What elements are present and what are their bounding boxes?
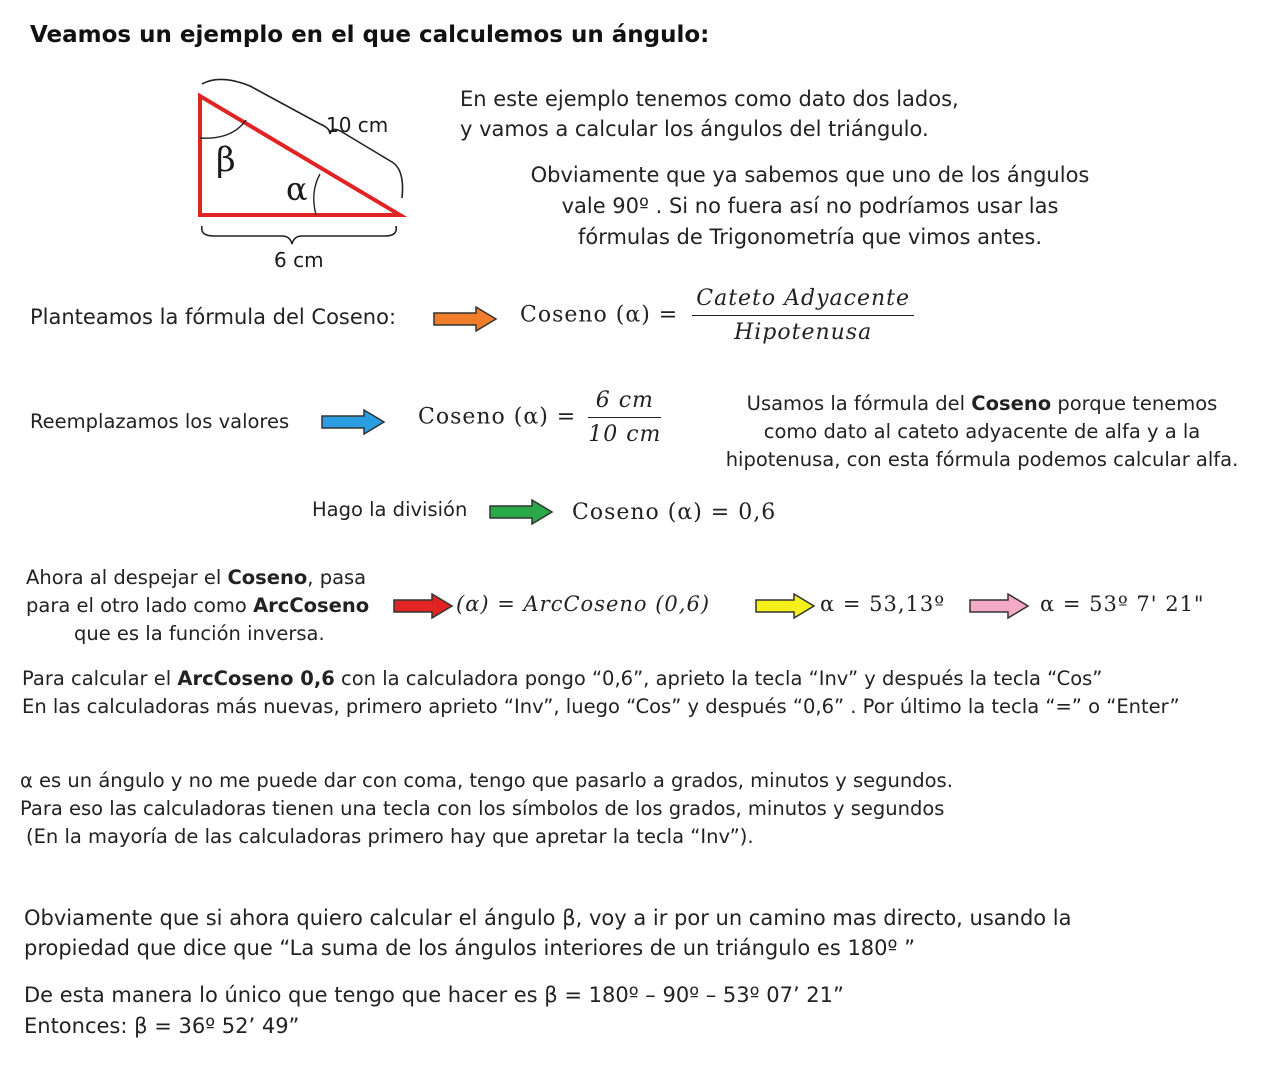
step1-numerator: Cateto Adyacente bbox=[692, 286, 914, 316]
step2-label: Reemplazamos los valores bbox=[30, 410, 290, 433]
observation-line-1: Obviamente que ya sabemos que uno de los ángulos bbox=[530, 163, 1090, 187]
step4-text: , pasa bbox=[307, 566, 367, 589]
step2-lhs: Coseno (α) = bbox=[418, 404, 577, 430]
calc-text: Para calcular el bbox=[22, 667, 178, 690]
note-text: Usamos la fórmula del bbox=[746, 392, 972, 415]
step4-line-2 bbox=[26, 592, 369, 620]
calc-line-2: En las calculadoras más nuevas, primero aprieto “Inv”, luego “Cos” y después “0,6” . Por último la tecla “=” o “Enter” bbox=[22, 695, 1180, 718]
calc-line-1 bbox=[22, 665, 1102, 693]
intro-line-2: y vamos a calcular los ángulos del triángulo. bbox=[460, 117, 929, 141]
observation-line-2: vale 90º . Si no fuera así no podríamos usar las bbox=[561, 194, 1059, 218]
grados-line-2: Para eso las calculadoras tienen una tecla con los símbolos de los grados, minutos y segundos bbox=[20, 797, 945, 820]
step4-bold-arccoseno: ArcCoseno bbox=[253, 594, 370, 617]
step2-note-3: hipotenusa, con esta fórmula podemos calcular alfa. bbox=[725, 448, 1239, 471]
step2-note-1 bbox=[712, 390, 1252, 418]
step4-line-1 bbox=[26, 564, 366, 592]
blue-arrow-icon bbox=[320, 409, 386, 435]
page-title: Veamos un ejemplo en el que calculemos un ángulo: bbox=[30, 22, 710, 48]
step4-text: Ahora al despejar el bbox=[26, 566, 228, 589]
alpha-symbol: α bbox=[286, 170, 308, 208]
step2-denominator: 10 cm bbox=[588, 422, 662, 447]
step1-lhs: Coseno (α) = bbox=[520, 302, 679, 328]
orange-arrow-icon bbox=[432, 306, 498, 332]
calc-text: con la calculadora pongo “0,6”, aprieto la tecla “Inv” y después la tecla “Cos” bbox=[334, 667, 1103, 690]
beta-line-1: Obviamente que si ahora quiero calcular el ángulo β, voy a ir por un camino mas directo, usando la bbox=[24, 906, 1072, 930]
calc-bold-arccoseno: ArcCoseno 0,6 bbox=[177, 667, 335, 690]
step1-formula bbox=[520, 286, 914, 345]
step1-fraction bbox=[692, 286, 914, 345]
step2-numerator: 6 cm bbox=[588, 388, 661, 418]
note-text: porque tenemos bbox=[1051, 392, 1218, 415]
step4-line-3: que es la función inversa. bbox=[74, 622, 325, 645]
observation-line-3: fórmulas de Trigonometría que vimos antes. bbox=[577, 225, 1043, 249]
step2-note-2: como dato al cateto adyacente de alfa y a la bbox=[763, 420, 1201, 443]
note-bold-coseno: Coseno bbox=[971, 392, 1052, 415]
grados-line-1: α es un ángulo y no me puede dar con coma, tengo que pasarlo a grados, minutos y segundos. bbox=[20, 769, 953, 792]
step1-label: Planteamos la fórmula del Coseno: bbox=[30, 305, 397, 329]
grados-line-3: (En la mayoría de las calculadoras primero hay que apretar la tecla “Inv”). bbox=[26, 825, 754, 848]
step4-text: para el otro lado como bbox=[26, 594, 254, 617]
beta-line-2: propiedad que dice que “La suma de los ángulos interiores de un triángulo es 180º ” bbox=[24, 936, 915, 960]
step2-formula bbox=[418, 388, 661, 447]
step1-denominator: Hipotenusa bbox=[734, 320, 873, 345]
pink-arrow-icon bbox=[968, 593, 1030, 619]
intro-line-1: En este ejemplo tenemos como dato dos lados, bbox=[460, 87, 959, 111]
base-label: 6 cm bbox=[274, 248, 324, 272]
red-arrow-icon bbox=[392, 593, 454, 619]
step3-expression: Coseno (α) = 0,6 bbox=[572, 500, 777, 525]
alpha-dms-result: α = 53º 7' 21" bbox=[1040, 592, 1205, 616]
beta-line-3: De esta manera lo único que tengo que hacer es β = 180º – 90º – 53º 07’ 21” bbox=[24, 983, 844, 1007]
beta-result: Entonces: β = 36º 52’ 49” bbox=[24, 1014, 300, 1038]
alpha-decimal-result: α = 53,13º bbox=[820, 592, 946, 616]
step2-fraction bbox=[588, 388, 661, 447]
beta-symbol: β bbox=[216, 140, 236, 180]
arccoseno-expression: (α) = ArcCoseno (0,6) bbox=[456, 592, 711, 616]
yellow-arrow-icon bbox=[754, 593, 816, 619]
hypotenuse-label: 10 cm bbox=[326, 113, 389, 137]
step3-label: Hago la división bbox=[312, 498, 468, 521]
step4-bold-coseno: Coseno bbox=[227, 566, 308, 589]
green-arrow-icon bbox=[488, 499, 554, 525]
